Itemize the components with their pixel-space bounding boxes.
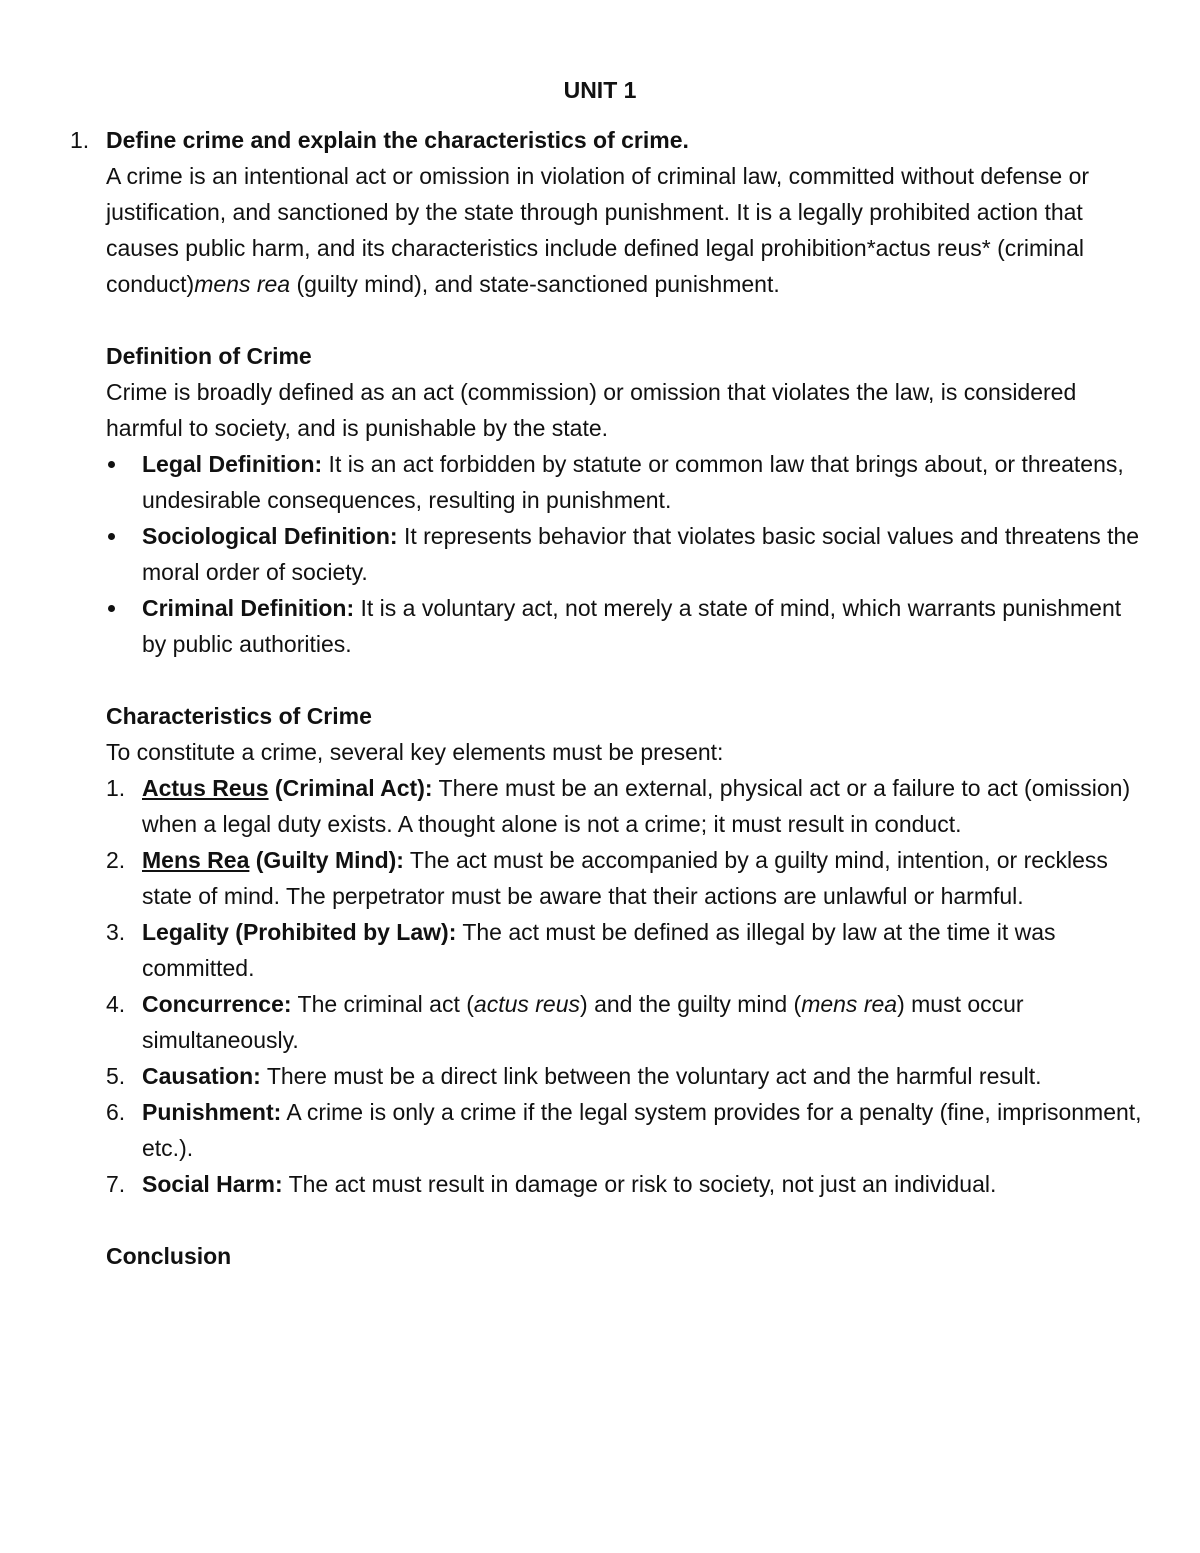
list-item (106, 518, 1146, 590)
list-item (106, 1094, 1146, 1166)
item-term-underlined: Mens Rea (142, 847, 250, 873)
bullet-icon (108, 605, 115, 612)
bullet-icon (108, 533, 115, 540)
definition-heading: Definition of Crime (106, 343, 312, 369)
answer-italic: mens rea (194, 271, 291, 297)
list-item (106, 986, 1146, 1058)
list-item (106, 1166, 1146, 1202)
item-term: (Criminal Act): (268, 775, 433, 801)
question-1 (70, 122, 1146, 302)
item-text: It is an act forbidden by statute or common law that brings about, or threatens, undesirable consequences, resulting in punishment. (142, 451, 1124, 513)
item-text: ) must occur simultaneously. (142, 991, 1024, 1053)
list-item (106, 914, 1146, 986)
characteristics-intro: To constitute a crime, several key elements must be present: (106, 739, 724, 765)
item-number: 6. (106, 1099, 126, 1125)
item-term: Punishment: (142, 1099, 282, 1125)
item-number: 1. (106, 775, 126, 801)
item-text: The act must be accompanied by a guilty mind, intention, or reckless state of mind. The perpetrator must be aware that their actions are unlawful or harmful. (142, 847, 1108, 909)
question-text: Define crime and explain the characteristics of crime. (106, 127, 689, 153)
item-term: Sociological Definition: (142, 523, 398, 549)
item-term: Social Harm: (142, 1171, 283, 1197)
definition-section (106, 338, 1146, 662)
item-number: 2. (106, 847, 126, 873)
answer-text-1: A crime is an intentional act or omission in violation of criminal law, committed without defense or justification, and sanctioned by the state through punishment. It is a legally prohibited action that causes public harm, and its characteristics include defined legal prohibition*actus reus* (criminal conduct) (106, 163, 1090, 297)
list-item (106, 590, 1146, 662)
list-item (106, 770, 1146, 842)
unit-title: UNIT 1 (563, 77, 637, 103)
item-term: Criminal Definition: (142, 595, 355, 621)
item-number: 3. (106, 919, 126, 945)
item-text: There must be an external, physical act or a failure to act (omission) when a legal duty exists. A thought alone is not a crime; it must result in conduct. (142, 775, 1131, 837)
answer-text-2: (guilty mind), and state-sanctioned punishment. (290, 271, 780, 297)
item-number: 7. (106, 1171, 126, 1197)
item-text: The act must result in damage or risk to society, not just an individual. (282, 1171, 997, 1197)
item-number: 5. (106, 1063, 126, 1089)
characteristics-section (106, 698, 1146, 1202)
item-term: Causation: (142, 1063, 261, 1089)
item-text: A crime is only a crime if the legal system provides for a penalty (fine, imprisonment, etc.). (142, 1099, 1142, 1161)
item-term: Concurrence: (142, 991, 292, 1017)
characteristics-heading: Characteristics of Crime (106, 703, 372, 729)
item-text: There must be a direct link between the voluntary act and the harmful result. (260, 1063, 1042, 1089)
item-term-underlined: Actus Reus (142, 775, 269, 801)
item-text: The criminal act ( (291, 991, 474, 1017)
question-answer (106, 158, 1146, 302)
item-text: The act must be defined as illegal by law at the time it was committed. (142, 919, 1056, 981)
list-item (106, 842, 1146, 914)
characteristics-list (106, 770, 1146, 1202)
list-item (106, 1058, 1146, 1094)
bullet-icon (108, 461, 115, 468)
conclusion-heading: Conclusion (106, 1243, 232, 1269)
item-text: It represents behavior that violates basic social values and threatens the moral order of society. (142, 523, 1140, 585)
definition-intro: Crime is broadly defined as an act (commission) or omission that violates the law, is considered harmful to society, and is punishable by the state. (106, 379, 1077, 441)
item-term: Legality (Prohibited by Law): (142, 919, 457, 945)
item-text: ) and the guilty mind ( (580, 991, 802, 1017)
item-italic: actus reus (473, 991, 581, 1017)
item-text: It is a voluntary act, not merely a state of mind, which warrants punishment by public authorities. (142, 595, 1122, 657)
definition-list (106, 446, 1146, 662)
item-italic: mens rea (801, 991, 898, 1017)
item-term: Legal Definition: (142, 451, 323, 477)
question-number: 1. (70, 127, 90, 153)
item-number: 4. (106, 991, 126, 1017)
document-body (70, 122, 1146, 1274)
item-term: (Guilty Mind): (249, 847, 404, 873)
list-item (106, 446, 1146, 518)
